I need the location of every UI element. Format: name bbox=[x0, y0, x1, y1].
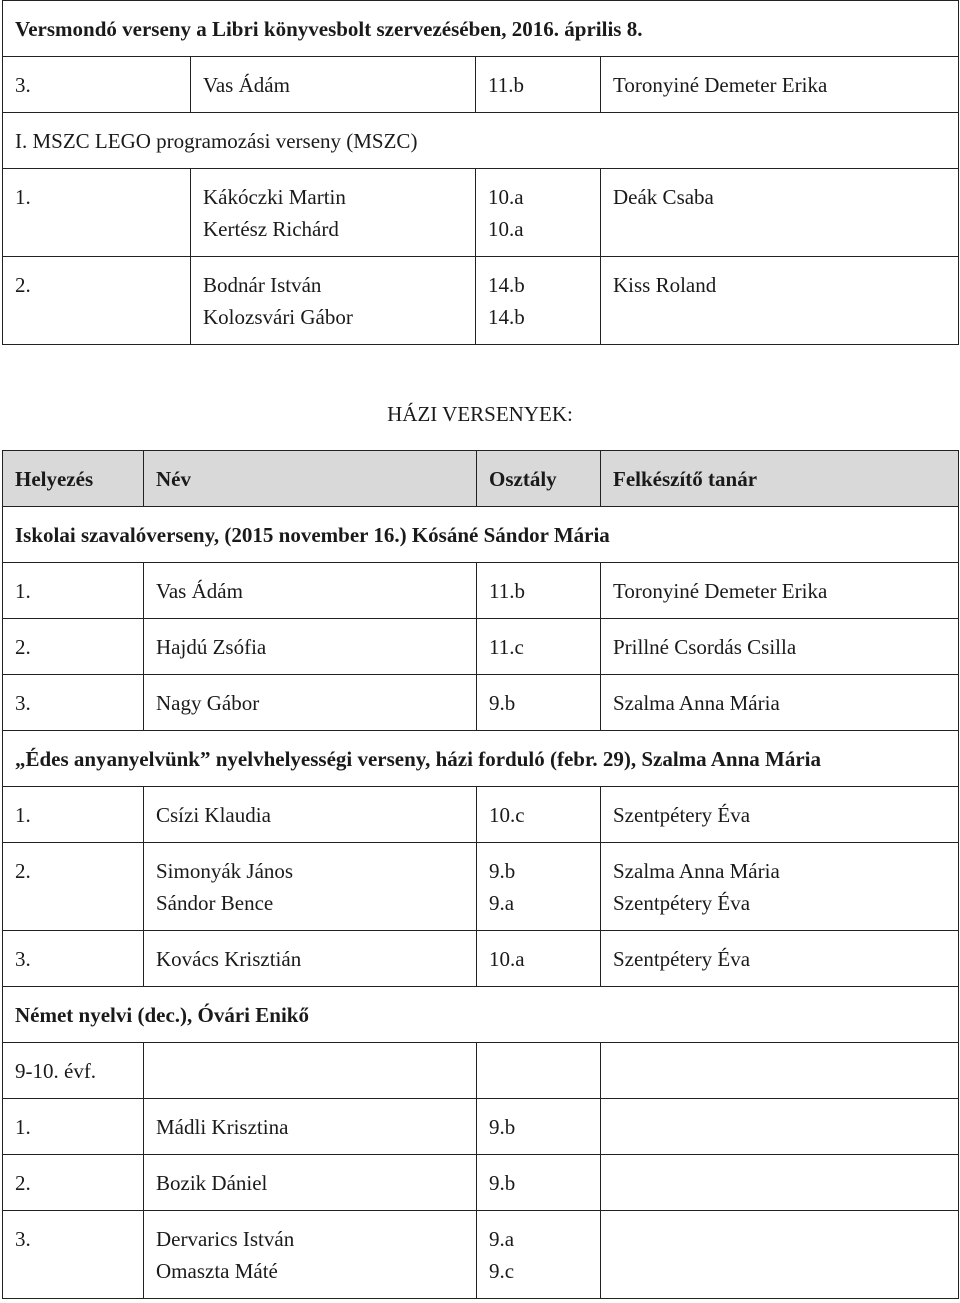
teacher-cell: Toronyiné Demeter Erika bbox=[601, 57, 959, 113]
place-cell: 1. bbox=[3, 1099, 144, 1155]
class-cell: 11.b bbox=[477, 563, 601, 619]
name-line: Dervarics István bbox=[156, 1227, 295, 1251]
empty-cell bbox=[601, 1211, 959, 1299]
teacher-cell bbox=[601, 843, 959, 931]
place-cell: 1. bbox=[3, 787, 144, 843]
header-place: Helyezés bbox=[3, 451, 144, 507]
class-line: 9.a bbox=[489, 1227, 515, 1251]
name-cell: Mádli Krisztina bbox=[144, 1099, 477, 1155]
subsection-cell: 9-10. évf. bbox=[3, 1043, 144, 1099]
teacher-cell: Prillné Csordás Csilla bbox=[601, 619, 959, 675]
name-line: Kákóczki Martin bbox=[203, 185, 346, 209]
class-cell bbox=[476, 257, 601, 345]
teacher-cell: Szalma Anna Mária bbox=[601, 675, 959, 731]
header-name: Név bbox=[144, 451, 477, 507]
class-line: 9.a bbox=[489, 891, 515, 915]
teacher-cell: Deák Csaba bbox=[601, 169, 959, 257]
class-cell bbox=[477, 1211, 601, 1299]
place-cell: 3. bbox=[3, 675, 144, 731]
hazi-results-table bbox=[2, 450, 959, 1299]
class-cell bbox=[477, 843, 601, 931]
teacher-line: Szentpétery Éva bbox=[613, 891, 751, 915]
class-cell: 9.b bbox=[477, 1099, 601, 1155]
place-cell: 2. bbox=[3, 257, 191, 345]
class-cell: 10.c bbox=[477, 787, 601, 843]
table-row bbox=[3, 57, 959, 113]
place-cell: 3. bbox=[3, 57, 191, 113]
lower-results-table bbox=[2, 0, 959, 345]
name-cell bbox=[144, 1211, 477, 1299]
name-line: Kolozsvári Gábor bbox=[203, 305, 353, 329]
empty-cell bbox=[601, 1043, 959, 1099]
class-cell: 10.a bbox=[477, 931, 601, 987]
name-cell: Vas Ádám bbox=[191, 57, 476, 113]
table-row bbox=[3, 619, 959, 675]
class-line: 10.a bbox=[488, 185, 524, 209]
place-cell: 1. bbox=[3, 169, 191, 257]
name-cell: Hajdú Zsófia bbox=[144, 619, 477, 675]
empty-cell bbox=[601, 1155, 959, 1211]
place-cell: 2. bbox=[3, 843, 144, 931]
class-cell: 11.b bbox=[476, 57, 601, 113]
section-title: Iskolai szavalóverseny, (2015 november 16.) Kósáné Sándor Mária bbox=[3, 507, 959, 563]
hazi-versenyek-heading: HÁZI VERSENYEK: bbox=[387, 402, 573, 426]
class-line: 9.c bbox=[489, 1259, 515, 1283]
table-row bbox=[3, 1155, 959, 1211]
name-line: Kertész Richárd bbox=[203, 217, 339, 241]
header-row bbox=[3, 451, 959, 507]
place-cell: 3. bbox=[3, 1211, 144, 1299]
table-row bbox=[3, 675, 959, 731]
name-cell bbox=[144, 843, 477, 931]
table-row bbox=[3, 1211, 959, 1299]
teacher-cell: Szentpétery Éva bbox=[601, 787, 959, 843]
place-cell: 1. bbox=[3, 563, 144, 619]
table-row bbox=[3, 169, 959, 257]
teacher-cell: Szentpétery Éva bbox=[601, 931, 959, 987]
place-cell: 2. bbox=[3, 1155, 144, 1211]
name-cell: Vas Ádám bbox=[144, 563, 477, 619]
table-row bbox=[3, 1099, 959, 1155]
teacher-cell: Toronyiné Demeter Erika bbox=[601, 563, 959, 619]
table-row bbox=[3, 563, 959, 619]
header-class: Osztály bbox=[477, 451, 601, 507]
empty-cell bbox=[144, 1043, 477, 1099]
name-line: Bodnár István bbox=[203, 273, 322, 297]
class-line: 14.b bbox=[488, 305, 525, 329]
place-cell: 2. bbox=[3, 619, 144, 675]
teacher-cell: Kiss Roland bbox=[601, 257, 959, 345]
name-cell: Nagy Gábor bbox=[144, 675, 477, 731]
empty-cell bbox=[601, 1099, 959, 1155]
versmondo-title: Versmondó verseny a Libri könyvesbolt szervezésében, 2016. április 8. bbox=[3, 1, 959, 57]
class-cell bbox=[476, 169, 601, 257]
class-cell: 9.b bbox=[477, 1155, 601, 1211]
class-cell: 11.c bbox=[477, 619, 601, 675]
class-cell: 9.b bbox=[477, 675, 601, 731]
table-row bbox=[3, 787, 959, 843]
name-line: Omaszta Máté bbox=[156, 1259, 278, 1283]
empty-cell bbox=[477, 1043, 601, 1099]
header-teacher: Felkészítő tanár bbox=[601, 451, 959, 507]
name-cell: Csízi Klaudia bbox=[144, 787, 477, 843]
section-title: „Édes anyanyelvünk” nyelvhelyességi verseny, házi forduló (febr. 29), Szalma Anna Mária bbox=[3, 731, 959, 787]
name-cell: Kovács Krisztián bbox=[144, 931, 477, 987]
name-cell: Bozik Dániel bbox=[144, 1155, 477, 1211]
table-row bbox=[3, 931, 959, 987]
class-line: 14.b bbox=[488, 273, 525, 297]
table-row bbox=[3, 1043, 959, 1099]
place-cell: 3. bbox=[3, 931, 144, 987]
class-line: 10.a bbox=[488, 217, 524, 241]
teacher-line: Szalma Anna Mária bbox=[613, 859, 780, 883]
section-title: Német nyelvi (dec.), Óvári Enikő bbox=[3, 987, 959, 1043]
name-cell bbox=[191, 169, 476, 257]
name-line: Sándor Bence bbox=[156, 891, 274, 915]
name-line: Simonyák János bbox=[156, 859, 294, 883]
table-row bbox=[3, 257, 959, 345]
table-row bbox=[3, 843, 959, 931]
class-line: 9.b bbox=[489, 859, 516, 883]
name-cell bbox=[191, 257, 476, 345]
lego-title: I. MSZC LEGO programozási verseny (MSZC) bbox=[3, 113, 959, 169]
